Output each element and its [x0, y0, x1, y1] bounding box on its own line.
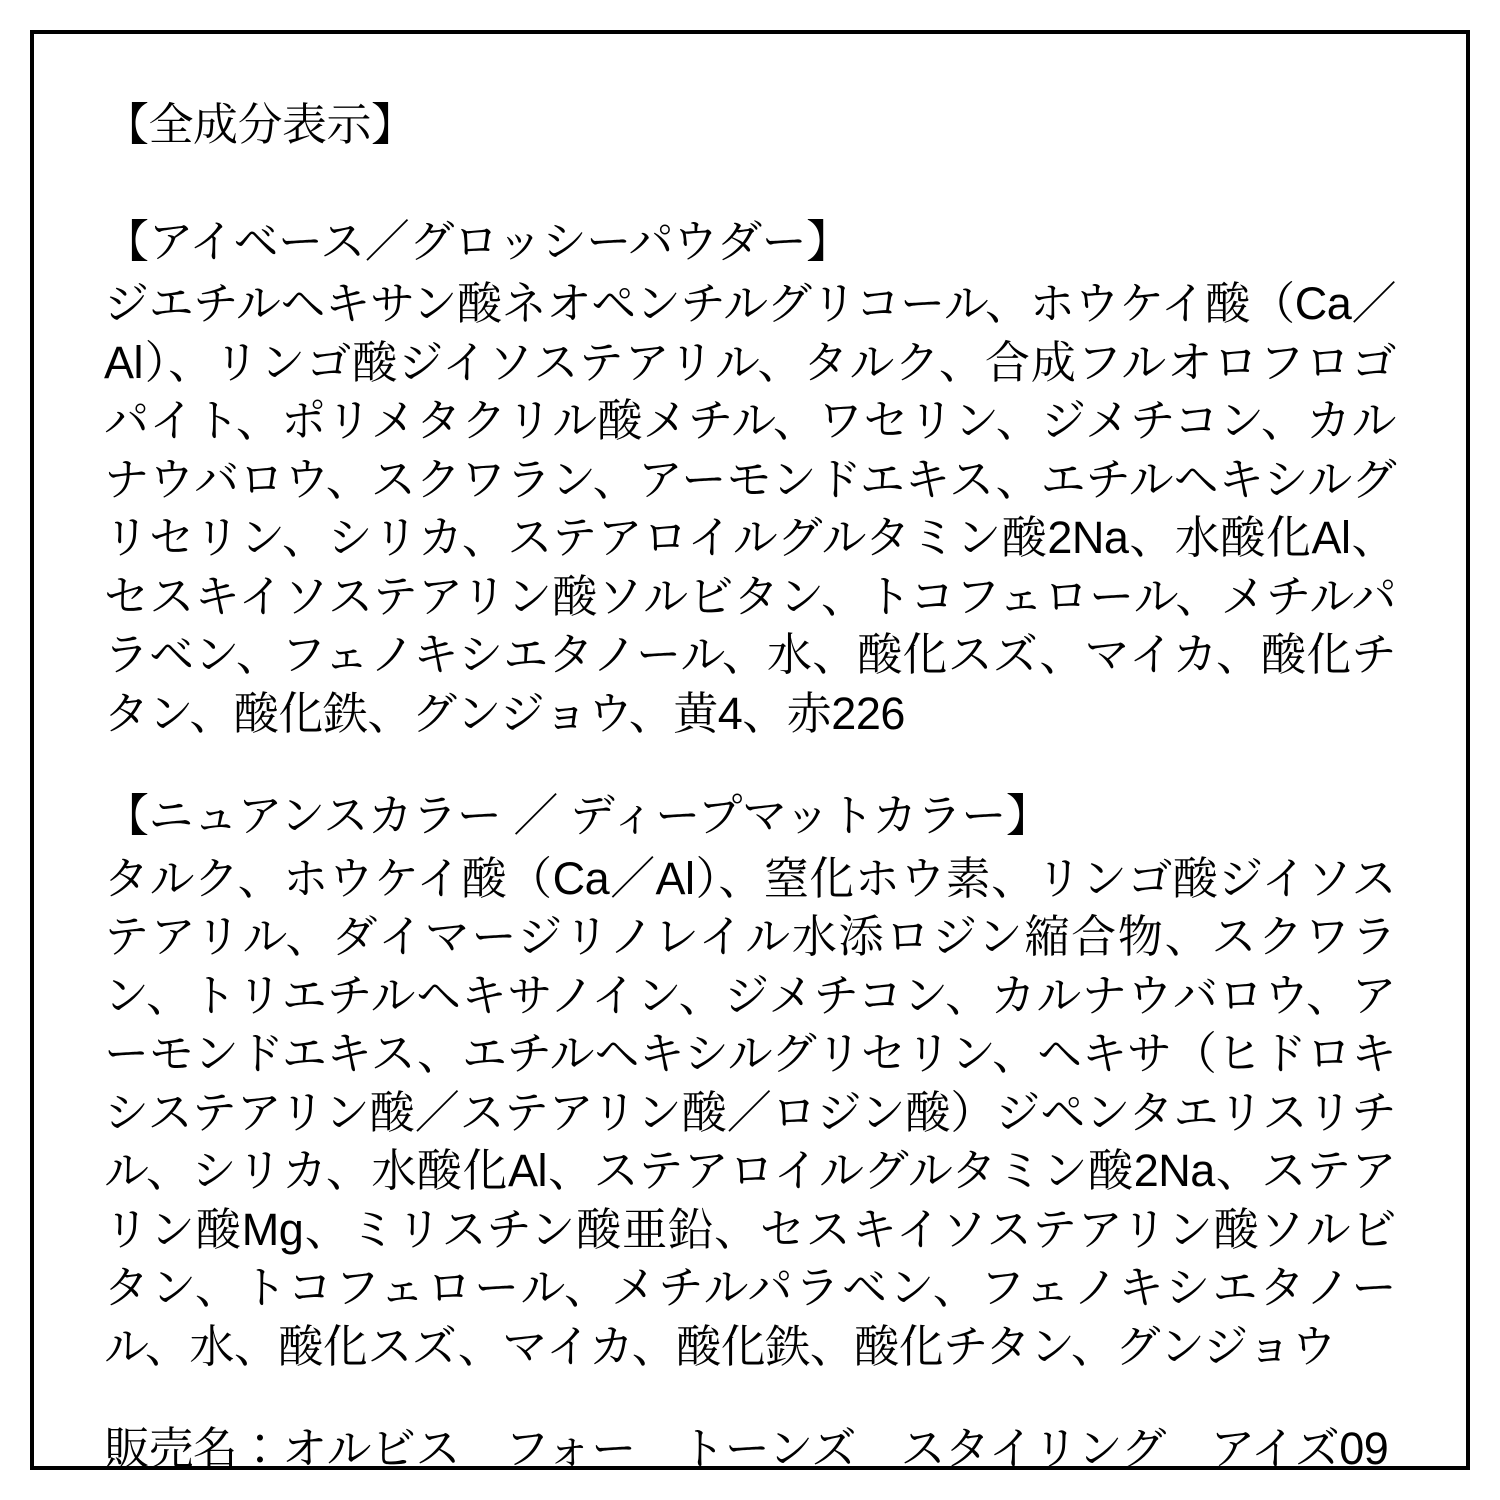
page-title: 【全成分表示】 — [104, 99, 416, 150]
section-eye-base-glossy-powder — [104, 213, 1396, 744]
sales-name-block — [104, 1420, 1396, 1479]
full-ingredients-title-block — [104, 96, 1396, 155]
section-ingredient-list: ジエチルヘキサン酸ネオペンチルグリコール、ホウケイ酸（Ca／Al）、リンゴ酸ジイソステアリル、タルク、合成フルオロフロゴパイト、ポリメタクリル酸メチル、ワセリン、ジメチコン、カルナウバロウ、スクワラン、アーモンドエキス、エチルヘキシルグリセリン、シリカ、ステアロイルグルタミン酸2Na、水酸化Al、セスキイソステアリン酸ソルビタン、トコフェロール、メチルパラベン、フェノキシエタノール、水、酸化スズ、マイカ、酸化チタン、酸化鉄、グンジョウ、黄4、赤226 — [104, 278, 1396, 739]
sales-name-text: 販売名：オルビス フォー トーンズ スタイリング アイズ09 — [104, 1423, 1389, 1474]
section-heading: 【ニュアンスカラー ／ ディープマットカラー】 — [104, 790, 1051, 841]
ingredients-panel — [30, 30, 1470, 1474]
section-ingredient-list: タルク、ホウケイ酸（Ca／Al）、窒化ホウ素、リンゴ酸ジイソステアリル、ダイマージリノレイル水添ロジン縮合物、スクワラン、トリエチルヘキサノイン、ジメチコン、カルナウバロウ、アーモンドエキス、エチルヘキシルグリセリン、ヘキサ（ヒドロキシステアリン酸／ステアリン酸／ロジン酸）ジペンタエリスリチル、シリカ、水酸化Al、ステアロイルグルタミン酸2Na、ステアリン酸Mg、ミリスチン酸亜鉛、セスキイソステアリン酸ソルビタン、トコフェロール、メチルパラベン、フェノキシエタノール、水、酸化スズ、マイカ、酸化鉄、酸化チタン、グンジョウ — [104, 852, 1396, 1372]
section-nuance-deep-matte-color — [104, 787, 1396, 1376]
document-body — [104, 96, 1396, 1479]
section-heading: 【アイベース／グロッシーパウダー】 — [104, 215, 851, 267]
